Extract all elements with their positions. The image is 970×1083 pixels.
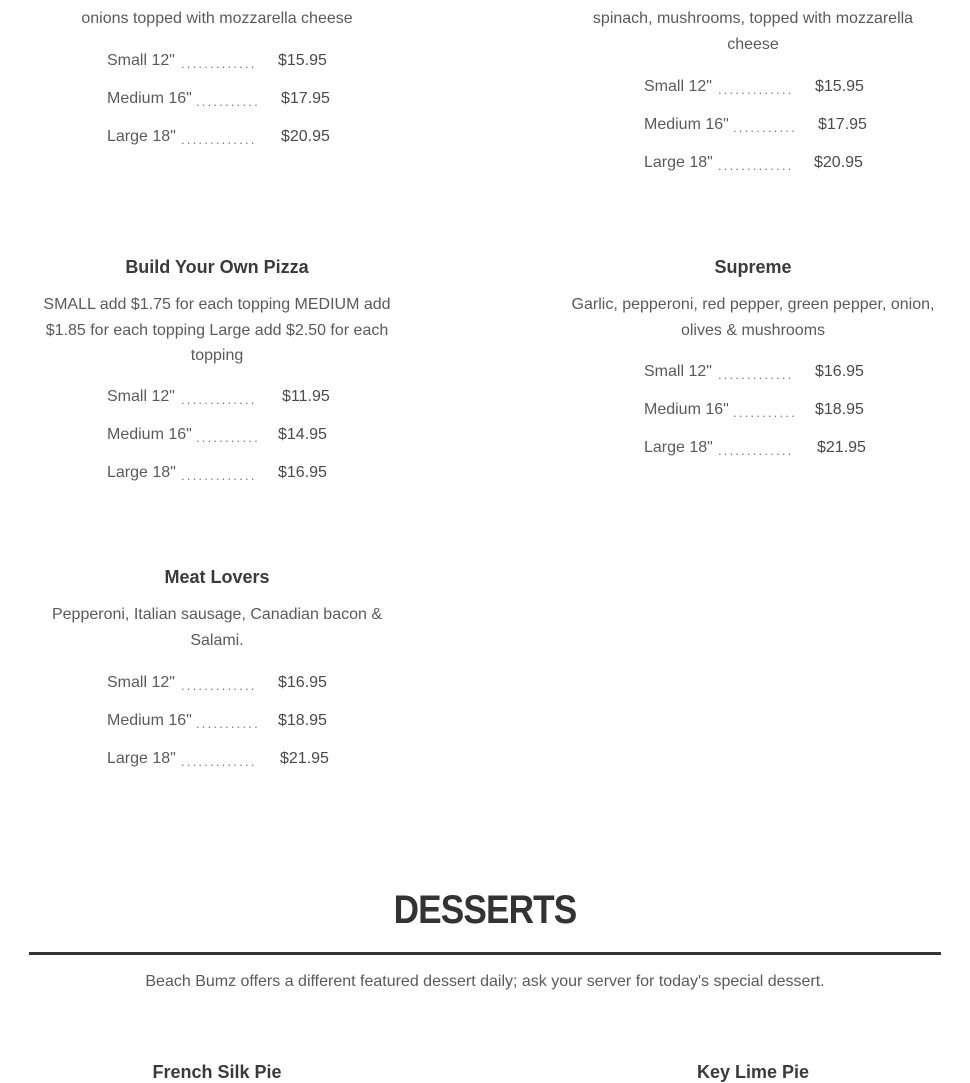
size-label: Small 12" — [107, 52, 175, 69]
dot-leader: ............. — [718, 367, 794, 382]
item-title: Supreme — [714, 257, 792, 277]
price-value: $17.95 — [281, 90, 330, 107]
price-row-medium — [107, 90, 337, 112]
price-value: $16.95 — [278, 464, 327, 481]
item-description: Garlic, pepperoni, red pepper, green pepper, onion, olives & mushrooms — [571, 296, 935, 339]
item-title: Build Your Own Pizza — [125, 257, 309, 277]
item-description: onions topped with mozzarella cheese — [81, 10, 353, 27]
price-value: $11.95 — [282, 388, 330, 405]
size-label: Medium 16" — [644, 116, 729, 133]
price-value: $15.95 — [278, 52, 327, 69]
price-value: $16.95 — [278, 674, 327, 691]
price-row-large — [107, 750, 337, 772]
size-label: Small 12" — [107, 674, 175, 691]
price-value: $20.95 — [281, 128, 330, 145]
dot-leader: ............. — [181, 678, 257, 693]
size-label: Large 18" — [644, 154, 713, 171]
price-row-small — [107, 388, 337, 410]
section-divider — [29, 952, 941, 955]
price-value: $16.95 — [815, 363, 864, 380]
price-row-small — [107, 674, 337, 696]
dot-leader: ........... — [196, 94, 260, 109]
dot-leader: ............. — [181, 392, 257, 407]
size-label: Large 18" — [107, 750, 176, 767]
price-row-large — [107, 464, 337, 486]
price-row-small — [107, 52, 337, 74]
item-title: Key Lime Pie — [696, 1062, 810, 1082]
size-label: Small 12" — [644, 78, 712, 95]
size-label: Small 12" — [644, 363, 712, 380]
price-value: $15.95 — [815, 78, 864, 95]
size-label: Large 18" — [107, 128, 176, 145]
price-value: $14.95 — [278, 426, 327, 443]
item-title: French Silk Pie — [152, 1062, 282, 1082]
dot-leader: ............. — [718, 443, 794, 458]
item-description: spinach, mushrooms, topped with mozzarella cheese — [592, 10, 914, 53]
section-heading-desserts: DESSERTS — [393, 888, 577, 932]
dot-leader: ............. — [181, 132, 257, 147]
size-label: Medium 16" — [107, 426, 192, 443]
item-description: SMALL add $1.75 for each topping MEDIUM add $1.85 for each topping Large add $2.50 for each topping — [43, 296, 391, 364]
size-label: Large 18" — [644, 439, 713, 456]
dot-leader: ............. — [181, 468, 257, 483]
dot-leader: ........... — [733, 405, 797, 420]
price-row-medium — [107, 712, 337, 734]
price-row-medium — [644, 116, 874, 138]
dot-leader: ........... — [733, 120, 797, 135]
price-value: $21.95 — [817, 439, 866, 456]
price-value: $18.95 — [815, 401, 864, 418]
price-row-medium — [644, 401, 874, 423]
size-label: Medium 16" — [644, 401, 729, 418]
dot-leader: ............. — [718, 82, 794, 97]
size-label: Large 18" — [107, 464, 176, 481]
dot-leader: ........... — [196, 716, 260, 731]
item-title: Meat Lovers — [164, 567, 270, 587]
desserts-note: Beach Bumz offers a different featured dessert daily; ask your server for today's special dessert. — [145, 973, 825, 990]
item-description: Pepperoni, Italian sausage, Canadian bacon & Salami. — [51, 606, 382, 649]
size-label: Medium 16" — [107, 90, 192, 107]
price-value: $21.95 — [280, 750, 329, 767]
dot-leader: ............. — [181, 56, 257, 71]
size-label: Small 12" — [107, 388, 175, 405]
price-row-large — [644, 439, 874, 461]
size-label: Medium 16" — [107, 712, 192, 729]
dot-leader: ............. — [181, 754, 257, 769]
dot-leader: ........... — [196, 430, 260, 445]
dot-leader: ............. — [718, 158, 794, 173]
price-value: $17.95 — [818, 116, 867, 133]
price-value: $18.95 — [278, 712, 327, 729]
price-row-small — [644, 78, 874, 100]
price-row-large — [107, 128, 337, 150]
price-row-medium — [107, 426, 337, 448]
price-value: $20.95 — [814, 154, 863, 171]
price-row-large — [644, 154, 874, 176]
price-row-small — [644, 363, 874, 385]
